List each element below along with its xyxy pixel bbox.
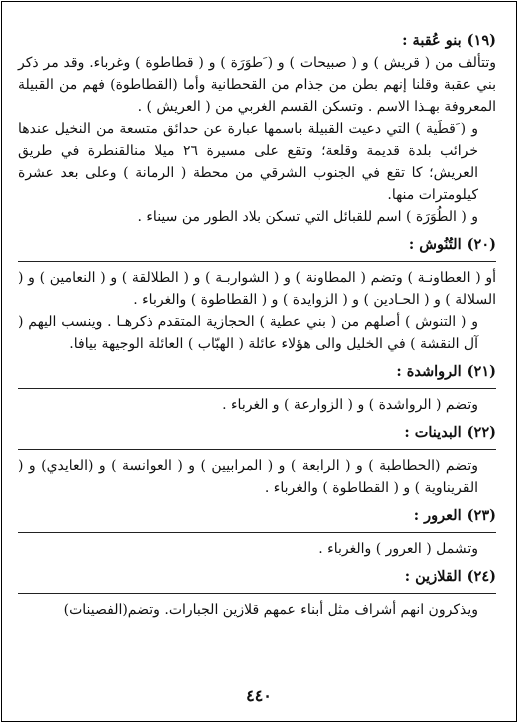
section-22 — [18, 422, 496, 499]
divider-line — [18, 261, 496, 262]
divider-line — [18, 593, 496, 594]
section-heading: (٢٤) القلازين : — [404, 568, 496, 585]
section-heading: (٢١) الرواشدة : — [396, 363, 496, 380]
paragraph: وتضم ( الرواشدة ) و ( الزوارعة ) و الغرباء . — [222, 397, 478, 413]
divider-line — [18, 388, 496, 389]
section-heading: (٢٢) البدينات : — [404, 424, 496, 441]
section-20 — [18, 234, 496, 355]
divider-line — [18, 532, 496, 533]
paragraph: و ( الطُوَرَة ) اسم للقبائل التي تسكن بلاد الطور من سيناء . — [137, 209, 478, 225]
section-21 — [18, 361, 496, 416]
page-number: ٤٤٠ — [246, 686, 272, 705]
section-heading: (١٩) بنو عُقبة : — [402, 32, 496, 49]
paragraph: وتتألف من ( قريش ) و ( صبيحات ) و ( َطوَرَة ) و ( قطاطوة ) وغرباء. وقد مر ذكر بني عقبة وقلنا إنهم بطن من جذام من القحطانية وأما (القطاطوة) فهم من القبيلة المعروفة بهـذا الاسم . وتسكن القسم الغربي من ( العريش ) . — [18, 55, 496, 115]
section-19 — [18, 30, 496, 228]
divider-line — [18, 449, 496, 450]
section-heading: (٢٠) التُنُوش : — [408, 236, 496, 253]
paragraph: ويذكرون انهم أشراف مثل أبناء عمهم قلازين الجبارات. وتضم(الفصينات) — [63, 602, 478, 618]
section-heading: (٢٣) العرور : — [413, 507, 496, 524]
paragraph: وتضم (الحطاطبة ) و ( الرابعة ) و ( المرابيين ) و ( العوانسة ) و (العايدي) و ( القريناوية ) و ( القطاطوة ) والغرباء . — [18, 458, 478, 496]
section-23 — [18, 505, 496, 560]
document-page — [18, 30, 496, 621]
paragraph: و ( َقطَية ) التي دعيت القبيلة باسمها عبارة عن حدائق متسعة من النخيل عندها خرائب بلدة قديمة وقلعة؛ وتقع على مسيرة ٢٦ ميلا منالقنطرة في طريق العريش؛ كا تقع في الجنوب الشرقي من محطة ( الرمانة ) وعلى بعد عشرة كيلومترات منها. — [18, 121, 479, 203]
section-24 — [18, 566, 496, 621]
paragraph: و ( التنوش ) أصلهم من ( بني عطية ) الحجازية المتقدم ذكرهـا . وينسب اليهم ( آل النقشة ) في الخليل والى هؤلاء عائلة ( الهبّاب ) العائلة الوجيهة بيافا. — [18, 314, 478, 352]
paragraph: وتشمل ( العرور ) والغرباء . — [318, 541, 478, 557]
paragraph: أو ( العطاونـة ) وتضم ( المطاونة ) و ( الشواربـة ) و ( الطلالقة ) و ( النعامين ) و ( السلالة ) و ( الحـادين ) و ( الزوايدة ) و ( القطاطوة ) والغرباء . — [18, 270, 496, 308]
